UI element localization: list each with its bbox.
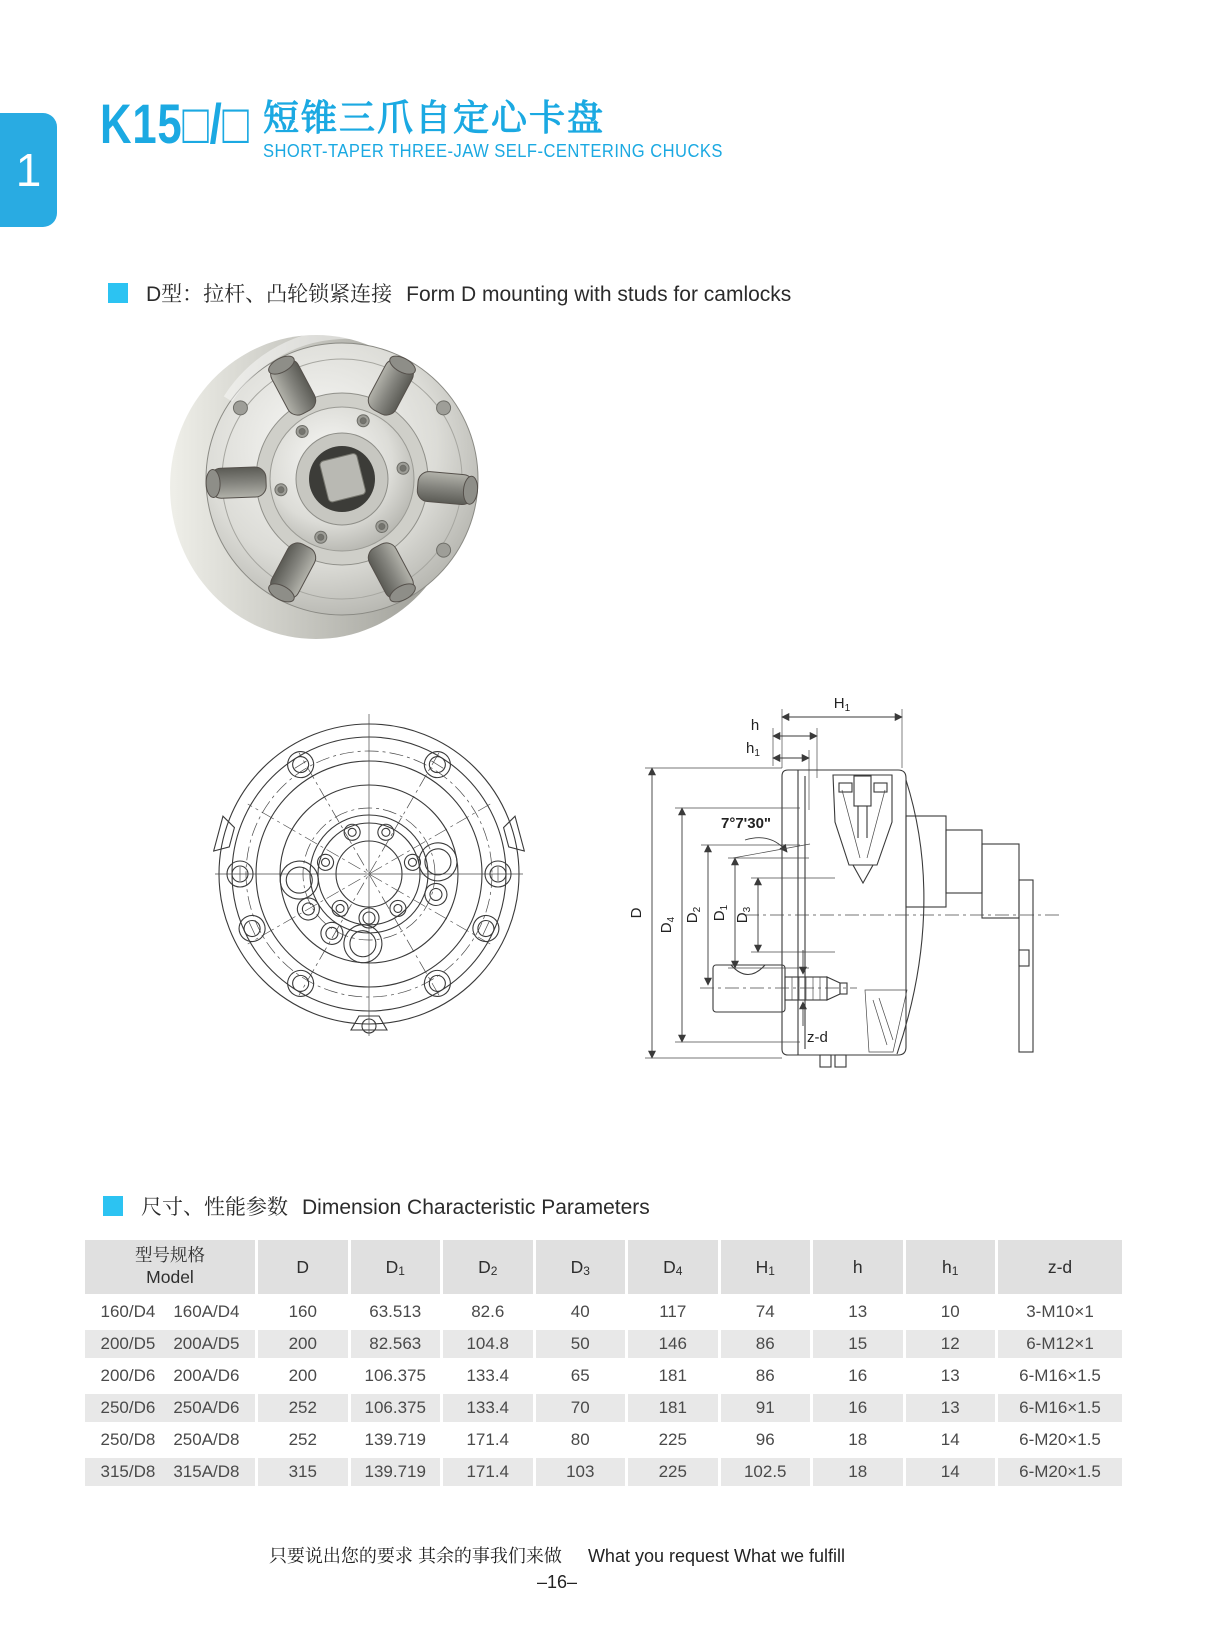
dim-label-D3: $D_3$ bbox=[734, 906, 753, 924]
dim-label-zd: z-d bbox=[807, 1029, 828, 1046]
section-view-drawing bbox=[595, 650, 1073, 1078]
page-title-english: SHORT-TAPER THREE-JAW SELF-CENTERING CHUCKS bbox=[263, 141, 723, 161]
page-number: –16– bbox=[536, 1572, 578, 1592]
dim-label-H1: $H_1$ bbox=[833, 695, 851, 714]
table-row: 200/D6 200A/D6 200 106.375 133.4 65 181 86 16 13 6-M16×1.5 bbox=[85, 1362, 1122, 1390]
column-header-h1: h 1 bbox=[906, 1240, 996, 1294]
section-dimensions-cn: 尺寸、性能参数 bbox=[141, 1196, 288, 1219]
dim-label-angle: 7°7'30" bbox=[721, 815, 772, 832]
section-dimensions-en: Dimension Characteristic Parameters bbox=[302, 1196, 650, 1219]
column-header-D4: D 4 bbox=[628, 1240, 718, 1294]
dim-label-h1-small: $h_1$ bbox=[746, 740, 760, 759]
footer-slogan-en: What you request What we fulfill bbox=[587, 1546, 846, 1566]
dimension-h1-top bbox=[782, 695, 902, 768]
dimension-D4 bbox=[658, 808, 800, 1042]
column-header-h: h bbox=[813, 1240, 903, 1294]
section-mounting-en: Form D mounting with studs for camlocks bbox=[406, 283, 792, 306]
column-header-D1: D 1 bbox=[351, 1240, 441, 1294]
dim-label-D1: $D_1$ bbox=[711, 904, 730, 922]
dimension-D1 bbox=[711, 858, 809, 968]
table-row: 200/D5 200A/D5 200 82.563 104.8 50 146 86 15 12 6-M12×1 bbox=[85, 1330, 1122, 1358]
chapter-number: 1 bbox=[15, 144, 42, 196]
column-header-D: D bbox=[258, 1240, 348, 1294]
front-view-drawing bbox=[213, 708, 525, 1042]
dimension-D3 bbox=[734, 878, 835, 952]
page-title-model-code: K15□/□ bbox=[100, 92, 250, 155]
page-title-chinese: 短锥三爪自定心卡盘 bbox=[263, 97, 606, 138]
dim-label-D: D bbox=[628, 907, 645, 919]
table-row: 250/D6 250A/D6 252 106.375 133.4 70 181 91 16 13 6-M16×1.5 bbox=[85, 1394, 1122, 1422]
column-header-model: 型号规格 Model bbox=[85, 1240, 255, 1294]
footer-slogan bbox=[0, 1542, 1114, 1568]
cyan-square-bullet-icon bbox=[103, 1196, 123, 1216]
section-heading-mounting bbox=[108, 278, 791, 308]
column-header-D2: D 2 bbox=[443, 1240, 533, 1294]
dimension-h bbox=[751, 717, 817, 778]
footer-slogan-cn: 只要说出您的要求 其余的事我们来做 bbox=[268, 1546, 562, 1566]
dimension-h1-small bbox=[746, 740, 809, 810]
table-row: 315/D8 315A/D8 315 139.719 171.4 103 225 102.5 18 14 6-M20×1.5 bbox=[85, 1458, 1122, 1486]
table-row: 250/D8 250A/D8 252 139.719 171.4 80 225 96 18 14 6-M20×1.5 bbox=[85, 1426, 1122, 1454]
column-header-D3: D 3 bbox=[536, 1240, 626, 1294]
chuck-product-photo bbox=[170, 328, 500, 642]
dim-label-h: h bbox=[750, 717, 760, 734]
dimension-D bbox=[628, 768, 782, 1058]
cyan-square-bullet-icon bbox=[108, 283, 128, 303]
column-header-H1: H 1 bbox=[721, 1240, 811, 1294]
front-view-centerlines bbox=[215, 714, 523, 1036]
parameters-table bbox=[85, 1240, 1122, 1486]
chapter-tab bbox=[0, 113, 57, 227]
section-camlock-stud bbox=[700, 965, 857, 1012]
column-header-zd: z-d bbox=[998, 1240, 1122, 1294]
dimension-taper-angle bbox=[721, 815, 810, 858]
table-header-row bbox=[85, 1240, 1122, 1294]
dimension-zd bbox=[803, 950, 828, 1046]
dim-label-D4: $D_4$ bbox=[658, 916, 677, 934]
section-jaw bbox=[833, 775, 907, 1052]
dim-label-D2: $D_2$ bbox=[684, 906, 703, 924]
section-mounting-cn: D型：拉杆、凸轮锁紧连接 bbox=[146, 283, 393, 306]
table-row: 160/D4 160A/D4 160 63.513 82.6 40 117 74 13 10 3-M10×1 bbox=[85, 1298, 1122, 1326]
section-heading-dimensions bbox=[103, 1191, 650, 1221]
section-body bbox=[745, 770, 1061, 1067]
